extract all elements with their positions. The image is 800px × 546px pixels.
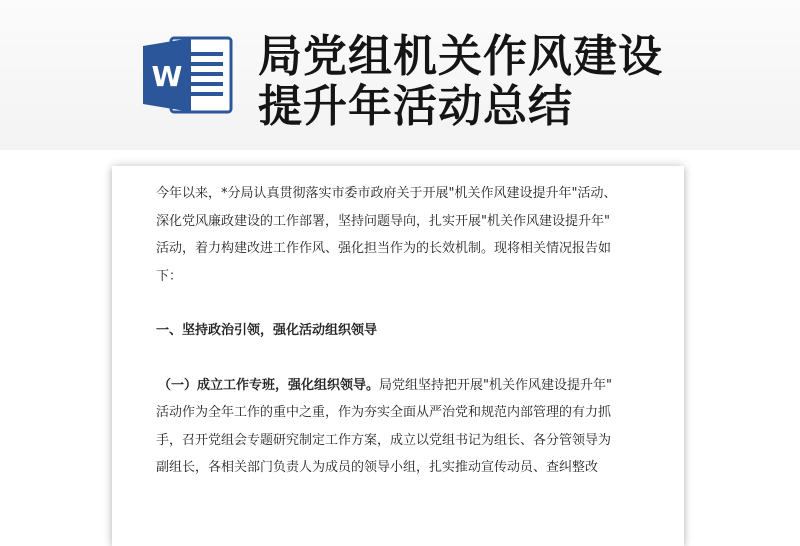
word-document-icon	[141, 36, 233, 114]
section-heading: 一、坚持政治引领，强化活动组织领导	[156, 323, 378, 338]
title-line-1: 局党组机关作风建设	[258, 31, 663, 82]
subsection-text: 局党组坚持把开展"机关作风建设提升年"	[379, 377, 612, 393]
subsection-line	[156, 372, 648, 400]
paragraph-line: 深化党风廉政建设的工作部署，坚持问题导向，扎实开展"机关作风建设提升年"	[156, 213, 610, 229]
document-page	[112, 166, 684, 546]
page-title	[258, 32, 778, 132]
header-banner	[0, 0, 800, 150]
paragraph-line: 今年以来，*分局认真贯彻落实市委市政府关于开展"机关作风建设提升年"活动、	[156, 186, 617, 201]
paragraph-line: 手，召开党组会专题研究制定工作方案，成立以党组书记为组长、各分管领导为	[156, 432, 612, 448]
svg-text:W: W	[151, 60, 183, 93]
paragraph-line: 活动作为全年工作的重中之重，作为夯实全面从严治党和规范内部管理的有力抓	[156, 405, 612, 420]
subsection-heading: （一）成立工作专班，强化组织领导。	[158, 377, 380, 393]
paragraph-line: 副组长，各相关部门负责人为成员的领导小组，扎实推动宣传动员、查纠整改	[156, 460, 599, 475]
document-body	[156, 180, 648, 482]
paragraph-line: 活动，着力构建改进工作作风、强化担当作为的长效机制。现将相关情况报告如	[156, 241, 612, 256]
paragraph-line: 下：	[156, 268, 183, 284]
title-line-2: 提升年活动总结	[258, 81, 573, 132]
